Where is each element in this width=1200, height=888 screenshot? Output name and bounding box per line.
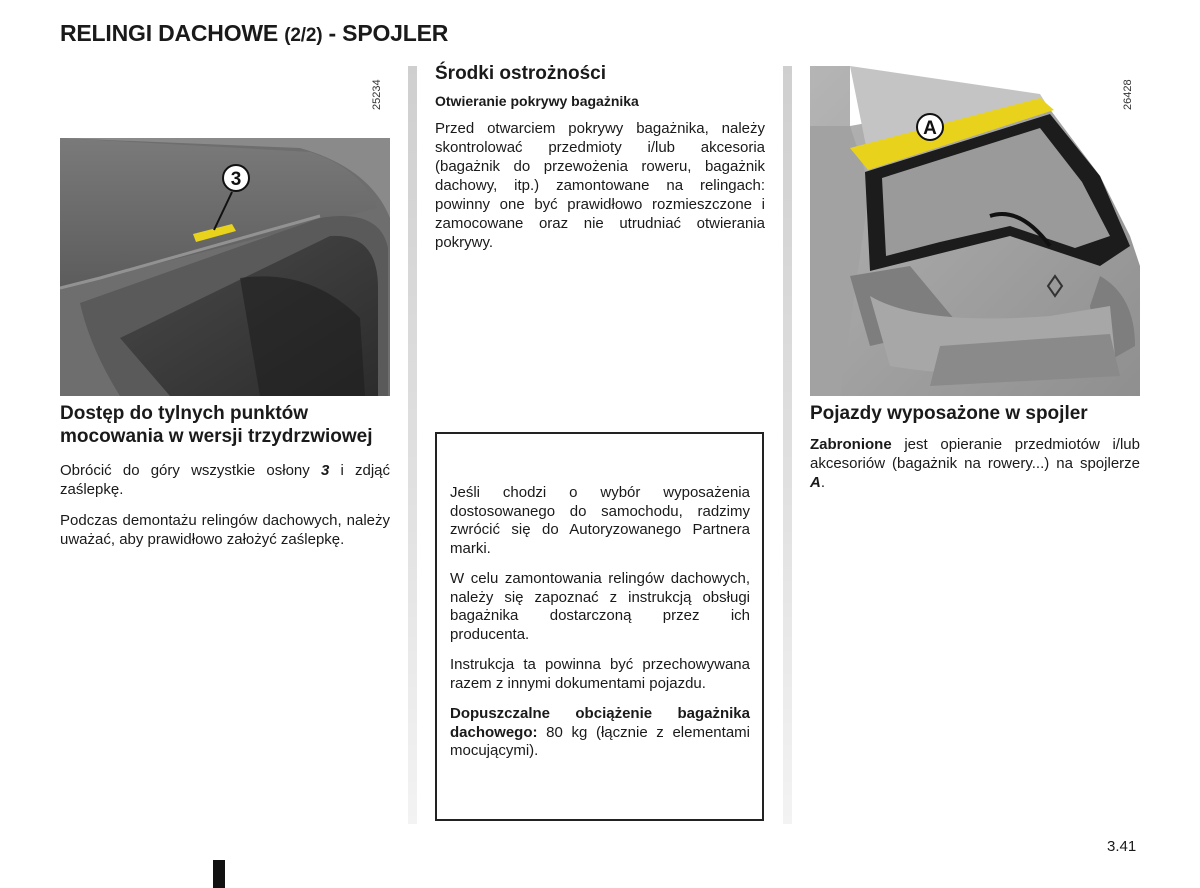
right-heading: Pojazdy wyposażone w spojler [810,403,1088,424]
figure-callout-3: 3 [230,169,242,190]
left-p1-after: i zdjąć zaślepkę. [60,462,390,498]
info-paragraph-1: Jeśli chodzi o wybór wyposażenia dostosowanego do samochodu, radzimy zwrócić się do Autoryzowanego Partnera marki. [450,484,750,557]
middle-heading: Środki ostrożności [435,63,607,84]
middle-subheading: Otwieranie pokrywy bagażnika [435,93,639,109]
right-p-ref: A [810,474,821,491]
column-separator-left [408,66,417,824]
right-paragraph [810,435,1140,492]
page-edge-marker [213,860,225,888]
right-p-end: . [820,474,826,491]
middle-paragraph: Przed otwarciem pokrywy bagażnika, należy skontrolować przedmioty i/lub akcesoria (bagażnik do przewożenia roweru, bagażnik dachowy, itp.) zamontowane na relingach: powinny one być prawidłowo rozmieszczone i zamocowane oraz nie utrudniać otwierania pokrywy. [435,120,765,251]
left-column [60,402,390,549]
info-paragraph-4 [450,705,750,761]
right-p-mid: jest opieranie przedmiotów i/lub akcesoriów (bagażnik na rowery...) na spojlerze [810,436,1140,472]
right-p-bold: Zabronione [810,436,892,453]
figure-rear-spoiler [810,66,1140,396]
figure-code-left: 25234 [371,79,383,110]
page-number: 3.41 [1107,838,1137,855]
figure-callout-a: A [923,118,937,139]
info-paragraph-2: W celu zamontowania relingów dachowych, należy się zapoznać z instrukcją obsługi bagażnika dostarczoną przez ich producenta. [450,570,750,643]
right-column [810,402,1140,492]
title-rest: - SPOJLER [322,20,449,46]
left-paragraph-2: Podczas demontażu relingów dachowych, należy uważać, aby prawidłowo założyć zaślepkę. [60,512,390,548]
left-p1-ref: 3 [320,462,330,479]
title-part: (2/2) [284,25,323,46]
title-main: RELINGI DACHOWE [60,20,279,46]
info-box [435,432,764,821]
page-title [60,20,448,47]
figure-roof-rear-3door [60,138,390,396]
info-paragraph-3: Instrukcja ta powinna być przechowywana razem z innymi dokumentami pojazdu. [450,656,750,692]
middle-column [435,62,765,252]
figure-code-right: 26428 [1122,79,1134,110]
column-separator-right [783,66,792,824]
info-p4-bold: Dopuszczalne obciążenie bagażnika dachowego: [450,705,750,741]
left-paragraph-1 [60,461,390,499]
left-p1-before: Obrócić do góry wszystkie osłony [60,462,321,479]
left-heading: Dostęp do tylnych punktów mocowania w wersji trzydrzwiowej [60,403,373,447]
info-p4-rest: 80 kg (łącznie z elementami mocującymi). [450,723,750,759]
